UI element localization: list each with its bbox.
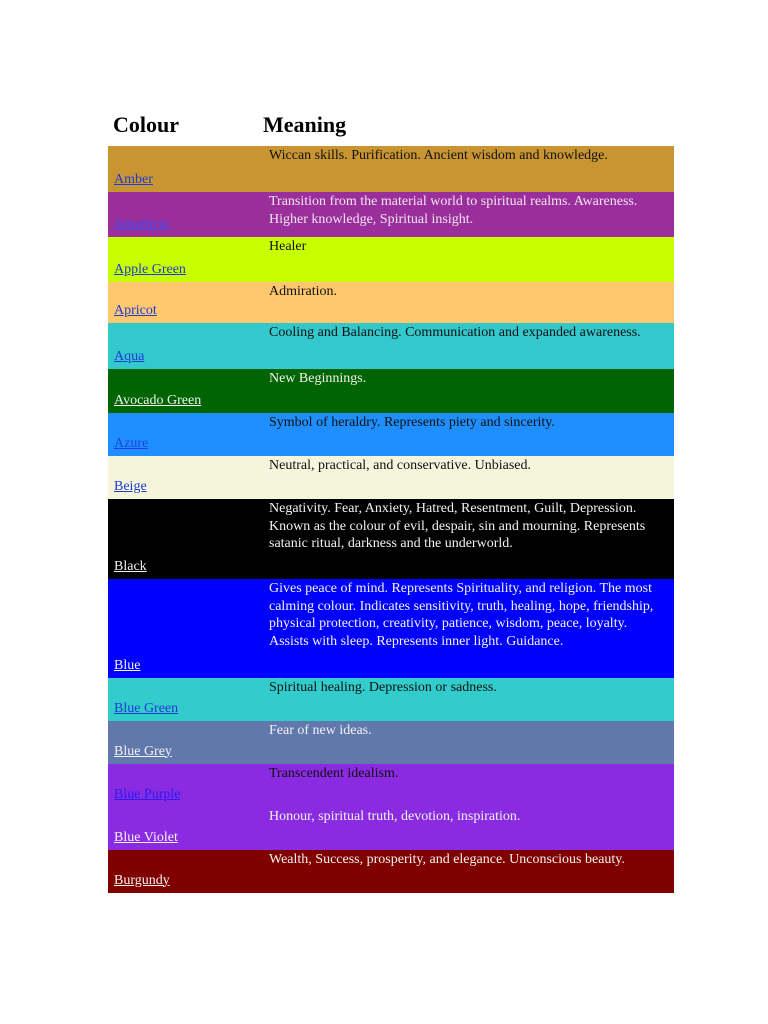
colour-meaning-text: Negativity. Fear, Anxiety, Hatred, Resentment, Guilt, Depression. Known as the colour of evil, despair, sin and mourning. Represents satanic ritual, darkness and the underworld. [269,501,646,551]
colour-meaning-text: New Beginnings. [269,371,367,386]
colour-name-link[interactable]: Azure [114,435,149,451]
colour-meaning-cell [264,678,674,721]
table-header [108,112,661,144]
table-row [108,369,674,413]
colour-meaning-text: Spiritual healing. Depression or sadness. [269,680,497,695]
table-row [108,323,674,369]
colour-name-cell [108,282,264,323]
colour-meaning-cell [264,456,674,499]
table-row [108,579,674,678]
colour-meaning-table [108,146,674,893]
colour-name-link[interactable]: Burgundy [114,872,170,888]
colour-meaning-text: Wiccan skills. Purification. Ancient wisdom and knowledge. [269,148,608,163]
colour-name-link[interactable]: Blue [114,657,141,673]
colour-name-link[interactable]: Amethyst [114,216,169,232]
colour-name-cell [108,807,264,850]
colour-name-cell [108,323,264,369]
colour-name-cell [108,499,264,579]
colour-meaning-cell [264,323,674,369]
colour-meaning-cell [264,146,674,192]
colour-name-cell [108,237,264,282]
colour-meaning-cell [264,850,674,893]
colour-name-cell [108,146,264,192]
colour-meaning-text: Admiration. [269,284,338,299]
table-row [108,413,674,456]
colour-meaning-cell [264,764,674,807]
colour-name-link[interactable]: Aqua [114,348,145,364]
table-row [108,456,674,499]
colour-meaning-text: Fear of new ideas. [269,723,372,738]
table-row [108,721,674,764]
colour-meaning-text: Wealth, Success, prosperity, and elegance. Unconscious beauty. [269,852,625,867]
colour-meaning-cell [264,807,674,850]
colour-name-cell [108,579,264,678]
colour-meaning-cell [264,192,674,237]
colour-name-cell [108,850,264,893]
colour-name-cell [108,721,264,764]
colour-meaning-text: Symbol of heraldry. Represents piety and sincerity. [269,415,555,430]
colour-name-link[interactable]: Blue Grey [114,743,172,759]
table-row [108,146,674,192]
table-body [108,146,674,893]
colour-meaning-cell [264,237,674,282]
colour-name-cell [108,413,264,456]
colour-meaning-text: Healer [269,239,307,254]
table-row [108,192,674,237]
colour-meaning-cell [264,369,674,413]
colour-name-link[interactable]: Amber [114,171,153,187]
colour-meaning-cell [264,499,674,579]
meaning-column-header: Meaning [263,112,347,137]
colour-meaning-text: Transcendent idealism. [269,766,399,781]
colour-name-link[interactable]: Black [114,558,147,574]
table-row [108,282,674,323]
colour-name-link[interactable]: Apricot [114,302,157,318]
colour-column-header: Colour [113,112,179,137]
colour-meaning-text: Cooling and Balancing. Communication and expanded awareness. [269,325,641,340]
table-row [108,678,674,721]
table-row [108,764,674,807]
colour-name-cell [108,678,264,721]
colour-meaning-cell [264,282,674,323]
table-row [108,807,674,850]
colour-name-link[interactable]: Avocado Green [114,392,202,408]
colour-name-link[interactable]: Blue Violet [114,829,178,845]
colour-meaning-text: Gives peace of mind. Represents Spirituality, and religion. The most calming colour. Indicates sensitivity, truth, healing, hope, friendship, physical protection, creativity, patience, wisdom, peace, loyalty. Assists with sleep. Represents inner light. Guidance. [269,581,654,649]
colour-name-cell [108,369,264,413]
colour-name-link[interactable]: Blue Green [114,700,179,716]
colour-name-cell [108,192,264,237]
colour-meaning-text: Honour, spiritual truth, devotion, inspiration. [269,809,521,824]
colour-name-link[interactable]: Blue Purple [114,786,181,802]
colour-meaning-text: Neutral, practical, and conservative. Unbiased. [269,458,532,473]
table-row [108,237,674,282]
colour-meaning-cell [264,721,674,764]
colour-name-link[interactable]: Apple Green [114,261,186,277]
colour-meaning-text: Transition from the material world to spiritual realms. Awareness. Higher knowledge, Spiritual insight. [269,194,638,227]
colour-name-cell [108,456,264,499]
table-row [108,499,674,579]
colour-name-cell [108,764,264,807]
colour-name-link[interactable]: Beige [114,478,147,494]
table-row [108,850,674,893]
colour-meaning-cell [264,579,674,678]
colour-meaning-cell [264,413,674,456]
